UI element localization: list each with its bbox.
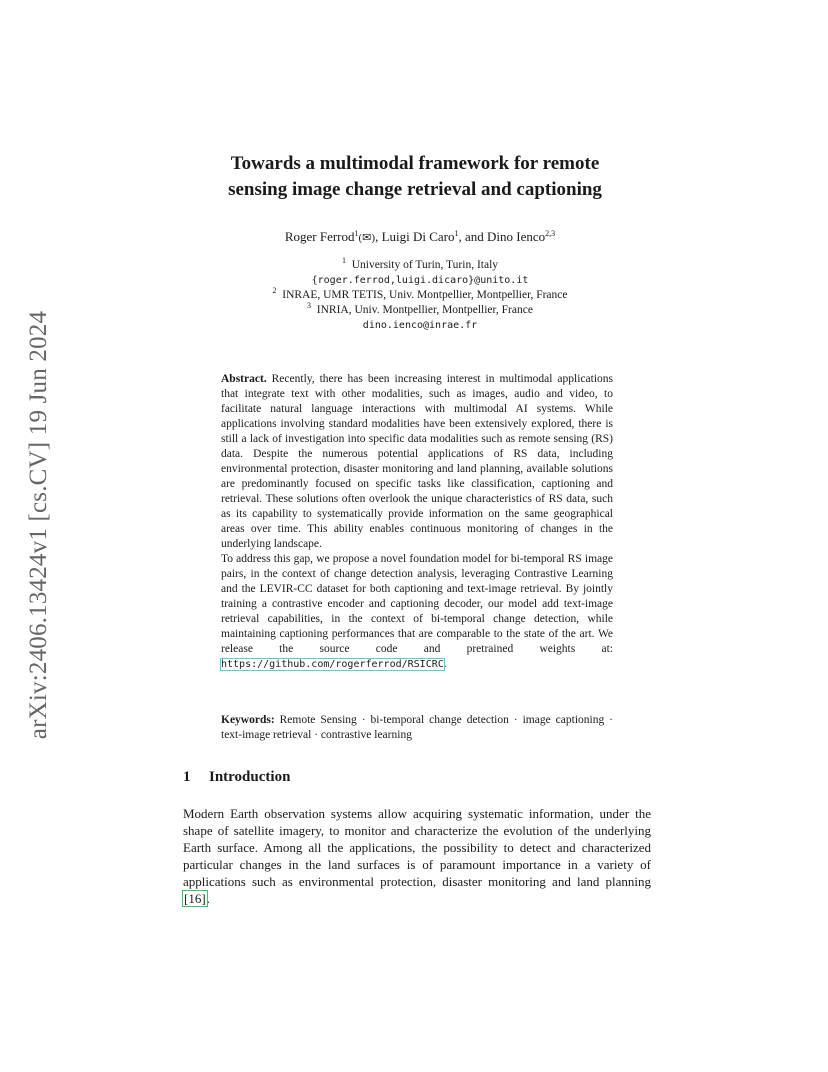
affiliation-3 (180, 303, 660, 318)
author-name: Luigi Di Caro (381, 229, 455, 244)
section-title: Introduction (209, 769, 291, 785)
arxiv-sidebar-identifier (18, 290, 60, 760)
affil-marker: 2 (272, 286, 277, 295)
paper-title (170, 151, 660, 203)
affiliation-text: University of Turin, Turin, Italy (351, 259, 499, 271)
author-name: Roger Ferrod (284, 229, 355, 244)
author-affil-marker: 2,3 (545, 229, 556, 238)
author-name: Dino Ienco (487, 229, 546, 244)
intro-text: Modern Earth observation systems allow acquiring systematic information, under the shape of satellite imagery, to monitor and characterize the evolution of the underlying Earth surface. Among all the applications, the possibility to detect and characterized particular changes in the land surfaces is of paramount importance in a variety of applications such as environmental protection, disaster monitoring and land planning (183, 806, 651, 889)
author-affil-marker: 1 (354, 229, 359, 238)
mail-icon: (✉) (358, 232, 376, 244)
title-line-1: Towards a multimodal framework for remote (230, 153, 600, 174)
title-line-2: sensing image change retrieval and captioning (228, 179, 602, 200)
intro-end-punct: . (206, 891, 210, 906)
affil-marker: 3 (307, 301, 312, 310)
section-heading-introduction (183, 769, 290, 786)
introduction-paragraph (183, 805, 651, 907)
abstract-paragraph-1 (221, 372, 613, 552)
section-number: 1 (183, 769, 191, 785)
author-list (180, 228, 660, 247)
abstract-text: To address this gap, we propose a novel foundation model for bi-temporal RS image pairs, in the context of change detection analysis, leveraging Contrastive Learning and the LEVIR-CC dataset for both captioning and text-image retrieval. By jointly training a contrastive encoder and captioning decoder, our model add text-image retrieval capabilities, in the context of bi-temporal change detection, while maintaining captioning performances that are comparable to the state of the art. We release the source code and pretrained weights at: (221, 553, 613, 655)
citation-link[interactable]: [16] (184, 891, 206, 906)
affiliation-1 (180, 258, 660, 273)
abstract (221, 372, 613, 672)
affil-marker: 1 (341, 256, 346, 265)
abstract-label: Abstract. (221, 373, 267, 385)
keywords-text: Remote Sensing · bi-temporal change detection · image captioning · text-image retrieval · contrastive learning (221, 714, 613, 741)
keywords-label: Keywords: (221, 714, 275, 726)
abstract-paragraph-2 (221, 552, 613, 672)
author-affil-marker: 1 (454, 229, 459, 238)
keywords (221, 713, 613, 743)
affiliation-1-email: {roger.ferrod,luigi.dicaro}@unito.it (311, 275, 529, 286)
abstract-text: Recently, there has been increasing interest in multimodal applications that integrate text with other modalities, such as images, audio and video, to facilitate natural language interactions with multimodal AI systems. While applications involving standard modalities have been extensively explored, there is still a lack of investigation into specific data modalities such as remote sensing (RS) data. Despite the numerous potential applications of RS data, including environmental protection, disaster monitoring and land planning, available solutions are predominantly focused on specific tasks like classification, captioning and retrieval. These solutions often overlook the unique characteristics of RS data, such as its capability to systematically provide information on the same geographical areas over time. This ability enables continuous monitoring of changes in the underlying landscape. (221, 373, 614, 550)
affiliation-3-email: dino.ienco@inrae.fr (362, 320, 478, 331)
arxiv-id-text: arXiv:2406.13424v1 [cs.CV] 19 Jun 2024 (25, 310, 52, 740)
abstract-end-punct: . (443, 658, 447, 670)
affiliation-text: INRAE, UMR TETIS, Univ. Montpellier, Montpellier, France (282, 289, 568, 301)
affiliation-2 (180, 288, 660, 303)
affiliation-text: INRIA, Univ. Montpellier, Montpellier, France (316, 304, 533, 316)
author-separator: , (375, 229, 382, 244)
author-separator: , and (458, 229, 488, 244)
code-repository-link[interactable]: https://github.com/rogerferrod/RSICRC (221, 659, 444, 670)
affiliations (180, 258, 660, 333)
